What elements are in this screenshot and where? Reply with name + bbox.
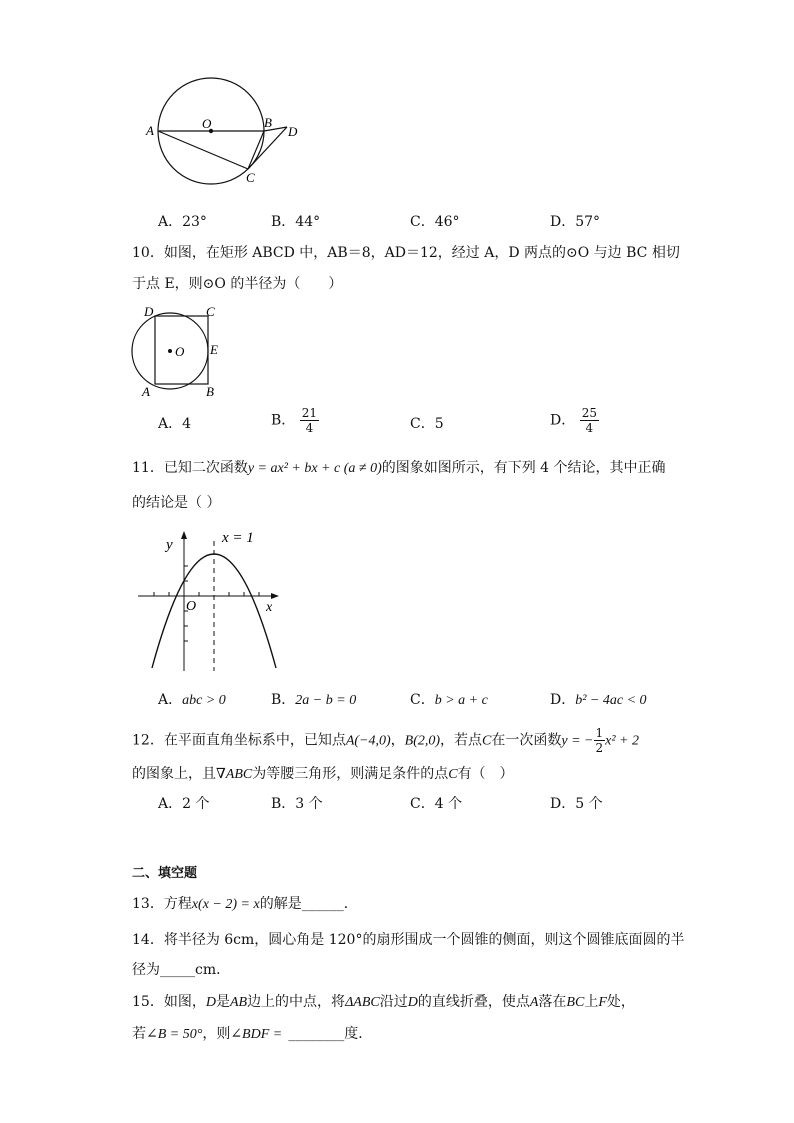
q10-label-o: O bbox=[175, 344, 185, 359]
q13-line bbox=[132, 894, 358, 915]
q11-option-c-prefix: C． bbox=[410, 692, 435, 708]
q12-func-suffix: x² + 2 bbox=[605, 733, 639, 749]
q12-line2-d: 有（ ） bbox=[457, 766, 514, 782]
q9-label-b: B bbox=[264, 115, 272, 130]
q10-line2: 于点 E，则⊙O 的半径为（ ） bbox=[132, 276, 343, 292]
q10-option-d-prefix: D． bbox=[550, 412, 576, 429]
q13-prefix: 13．方程 bbox=[132, 896, 192, 912]
q12-line1-c: 在一次函数 bbox=[491, 732, 562, 749]
q15-line2-c: ________度． bbox=[288, 1026, 373, 1042]
q11-line1-suffix: 的图象如图所示，有下列 4 个结论，其中正确 bbox=[381, 460, 666, 476]
q11-option-d bbox=[550, 690, 647, 711]
q10-option-b-denominator: 4 bbox=[305, 421, 314, 435]
q12-point-c: C bbox=[482, 733, 492, 749]
q9-circle-figure bbox=[140, 70, 310, 190]
q12-line2-c: C bbox=[448, 767, 458, 782]
q12-option-b: B．3 个 bbox=[271, 796, 323, 812]
q15-angle-b: ∠B = 50° bbox=[146, 1027, 203, 1042]
q9-label-c: C bbox=[246, 170, 255, 185]
q15-line1-h: 处， bbox=[606, 994, 635, 1010]
q12-line2-b: 为等腰三角形，则满足条件的点 bbox=[252, 766, 449, 782]
q12-option-d: D．5 个 bbox=[550, 796, 603, 812]
q15-line1-b: 是 bbox=[215, 994, 230, 1010]
q14-line2: 径为_____cm． bbox=[132, 962, 231, 978]
q12-line2 bbox=[132, 764, 514, 785]
q15-line1-d: 沿过 bbox=[379, 994, 408, 1010]
q15-line1-e: 的直线折叠，使点 bbox=[417, 994, 530, 1010]
q9-option-c: C．46° bbox=[410, 214, 460, 230]
q11-line1-prefix: 11．已知二次函数 bbox=[132, 460, 248, 476]
q15-line2-a: 若 bbox=[132, 1026, 146, 1042]
q15-line1-g: 上 bbox=[584, 994, 599, 1010]
q15-point-d: D bbox=[205, 995, 216, 1010]
q9-label-a: A bbox=[146, 123, 154, 138]
q9-option-d: D．57° bbox=[550, 214, 601, 230]
q12-func-denominator: 2 bbox=[595, 741, 604, 755]
q10-line1: 10．如图，在矩形 ABCD 中，AB＝8，AD＝12，经过 A，D 两点的⊙O 与边 BC 相切 bbox=[132, 245, 680, 261]
q13-suffix: 的解是______． bbox=[259, 896, 358, 912]
q12-line1-a: 12．在平面直角坐标系中，已知点 bbox=[132, 732, 346, 749]
q11-option-a-math: abc > 0 bbox=[182, 693, 226, 708]
q15-point-d-2: D bbox=[407, 995, 418, 1010]
q12-func-fraction bbox=[594, 726, 606, 755]
q10-label-b: B bbox=[206, 384, 214, 399]
q10-option-b-numerator: 21 bbox=[301, 406, 318, 420]
q11-label-axis: x = 1 bbox=[222, 530, 254, 546]
q12-option-a: A．2 个 bbox=[158, 796, 210, 812]
q12-option-c: C．4 个 bbox=[410, 796, 463, 812]
q9-label-o: O bbox=[202, 116, 212, 131]
q12-line1 bbox=[132, 726, 639, 755]
q11-option-a bbox=[158, 690, 226, 711]
q14-line1: 14．将半径为 6cm，圆心角是 120°的扇形围成一个圆锥的侧面，则这个圆锥底面圆的半 bbox=[132, 932, 685, 948]
q15-line1-a: 15．如图， bbox=[132, 994, 206, 1010]
q11-line1 bbox=[132, 458, 666, 479]
q11-parabola-graph bbox=[132, 525, 282, 675]
q12-separator: ， bbox=[390, 732, 405, 749]
q15-point-a: A bbox=[529, 995, 539, 1010]
q10-option-d-fraction bbox=[580, 406, 599, 435]
q11-line1-math: y = ax² + bx + c (a ≠ 0) bbox=[247, 461, 382, 476]
q10-option-b bbox=[271, 406, 319, 435]
q10-option-d-denominator: 4 bbox=[585, 421, 594, 435]
q15-line2 bbox=[132, 1024, 372, 1045]
q11-option-b bbox=[271, 690, 356, 711]
q10-option-d bbox=[550, 406, 599, 435]
q11-line2: 的结论是（ ） bbox=[132, 495, 221, 511]
q15-point-f: F bbox=[598, 995, 607, 1010]
q11-label-y: y bbox=[166, 537, 173, 553]
q15-angle-bdf: ∠BDF = bbox=[230, 1027, 283, 1042]
q15-line1 bbox=[132, 992, 635, 1013]
q11-option-c-math: b > a + c bbox=[434, 693, 488, 708]
q12-func-numerator: 1 bbox=[595, 726, 604, 740]
section-title-fill-in: 二、填空题 bbox=[132, 866, 198, 881]
q15-line2-b: ，则 bbox=[202, 1026, 231, 1042]
q12-func-prefix: y = − bbox=[561, 733, 594, 749]
q10-option-b-fraction bbox=[300, 406, 319, 435]
q10-label-a: A bbox=[142, 384, 150, 399]
q12-triangle: ∇ABC bbox=[216, 767, 253, 782]
q12-line1-b: ，若点 bbox=[440, 732, 483, 749]
q9-option-a: A．23° bbox=[158, 214, 207, 230]
q10-option-d-numerator: 25 bbox=[581, 406, 597, 420]
q15-segment-ab: AB bbox=[229, 995, 248, 1010]
q10-label-e: E bbox=[210, 342, 218, 357]
q12-point-b: B(2,0) bbox=[404, 733, 441, 749]
q12-point-a: A(−4,0) bbox=[345, 733, 391, 749]
q11-option-b-math: 2a − b = 0 bbox=[295, 693, 357, 708]
q10-option-a: A．4 bbox=[158, 416, 192, 432]
q11-option-b-prefix: B． bbox=[271, 692, 296, 708]
q10-rectangle-circle-figure bbox=[130, 300, 230, 400]
q10-option-b-prefix: B． bbox=[271, 412, 296, 429]
q15-line1-c: 边上的中点，将 bbox=[247, 994, 346, 1010]
q13-math: x(x − 2) = x bbox=[191, 897, 260, 912]
q15-line1-f: 落在 bbox=[538, 994, 567, 1010]
q15-segment-bc: BC bbox=[566, 995, 585, 1010]
q15-triangle: ΔABC bbox=[345, 995, 380, 1010]
q11-option-d-math: b² − 4ac < 0 bbox=[575, 693, 647, 708]
q10-option-c: C．5 bbox=[410, 416, 444, 432]
q12-line2-a: 的图象上，且 bbox=[132, 766, 216, 782]
q10-label-d: D bbox=[144, 304, 154, 319]
q11-option-a-prefix: A． bbox=[158, 692, 183, 708]
q11-option-d-prefix: D． bbox=[550, 692, 576, 708]
q11-option-c bbox=[410, 690, 488, 711]
q11-label-x: x bbox=[266, 600, 273, 615]
q9-option-b: B．44° bbox=[271, 214, 321, 230]
q9-label-d: D bbox=[288, 124, 298, 139]
q10-label-c: C bbox=[206, 304, 215, 319]
q11-label-o: O bbox=[186, 599, 197, 614]
